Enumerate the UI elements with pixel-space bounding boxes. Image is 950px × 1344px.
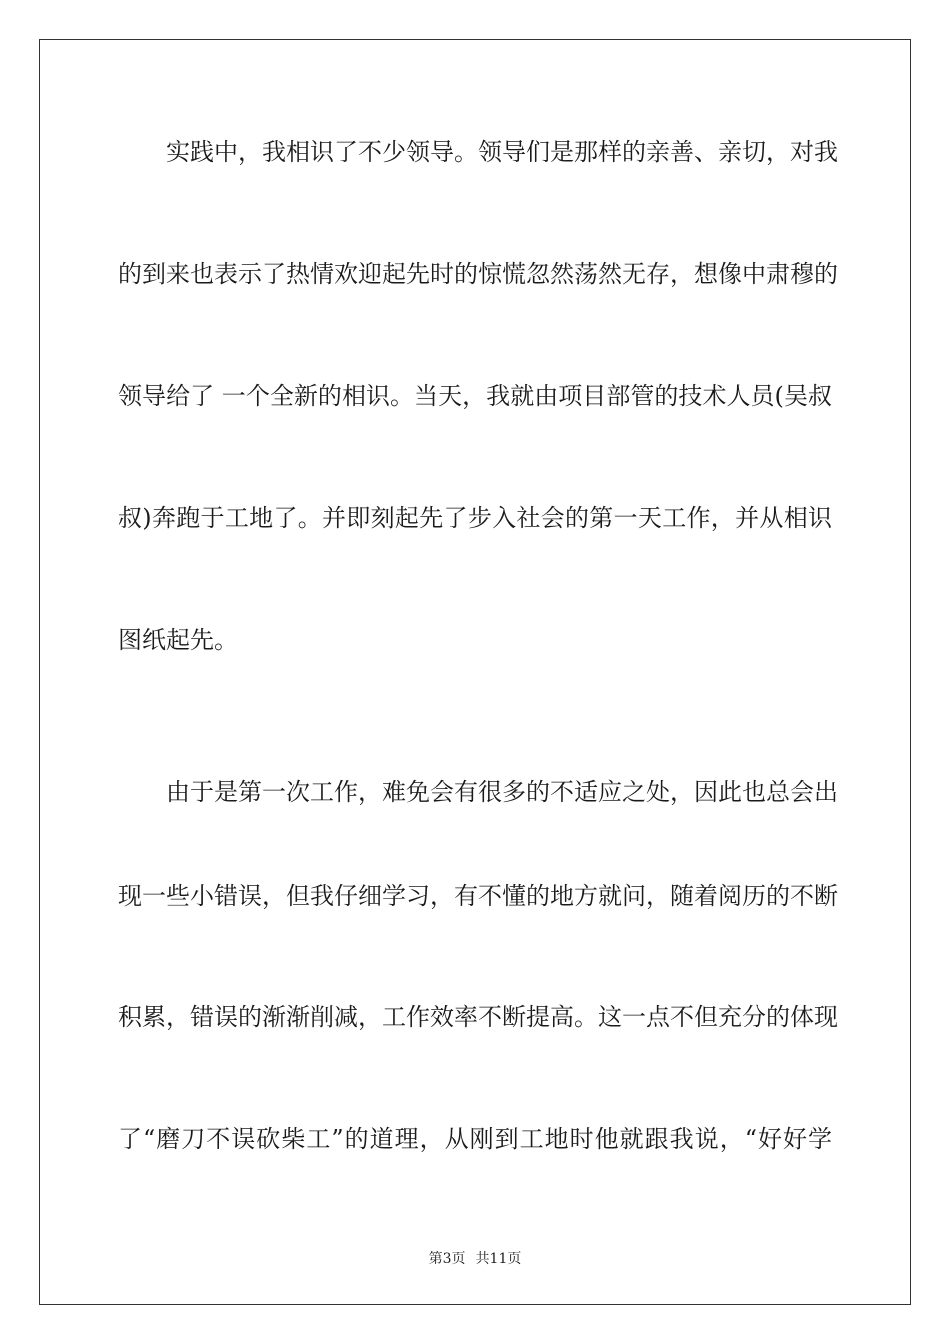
paragraph-1-line-3: 领导给了 一个全新的相识。当天，我就由项目部管的技术人员(吴叔 xyxy=(118,382,832,410)
page-number: 第3页 xyxy=(428,1251,466,1267)
paragraph-1-line-4: 叔)奔跑于工地了。并即刻起先了步入社会的第一天工作，并从相识 xyxy=(118,504,832,532)
paragraph-1-line-5: 图纸起先。 xyxy=(118,626,238,654)
page-total: 共11页 xyxy=(475,1251,522,1267)
page-border xyxy=(39,39,911,1305)
page-footer xyxy=(0,1250,950,1268)
paragraph-2-line-1: 由于是第一次工作，难免会有很多的不适应之处，因此也总会出 xyxy=(166,778,838,806)
paragraph-2-line-3: 积累，错误的渐渐削减，工作效率不断提高。这一点不但充分的体现 xyxy=(118,1003,838,1031)
paragraph-2-line-4: 了“磨刀不误砍柴工”的道理，从刚到工地时他就跟我说，“好好学 xyxy=(118,1125,832,1153)
paragraph-1-line-1: 实践中，我相识了不少领导。领导们是那样的亲善、亲切，对我 xyxy=(166,138,838,166)
paragraph-1-line-2: 的到来也表示了热情欢迎起先时的惊慌忽然荡然无存，想像中肃穆的 xyxy=(118,260,838,288)
paragraph-2-line-2: 现一些小错误，但我仔细学习，有不懂的地方就问，随着阅历的不断 xyxy=(118,882,838,910)
